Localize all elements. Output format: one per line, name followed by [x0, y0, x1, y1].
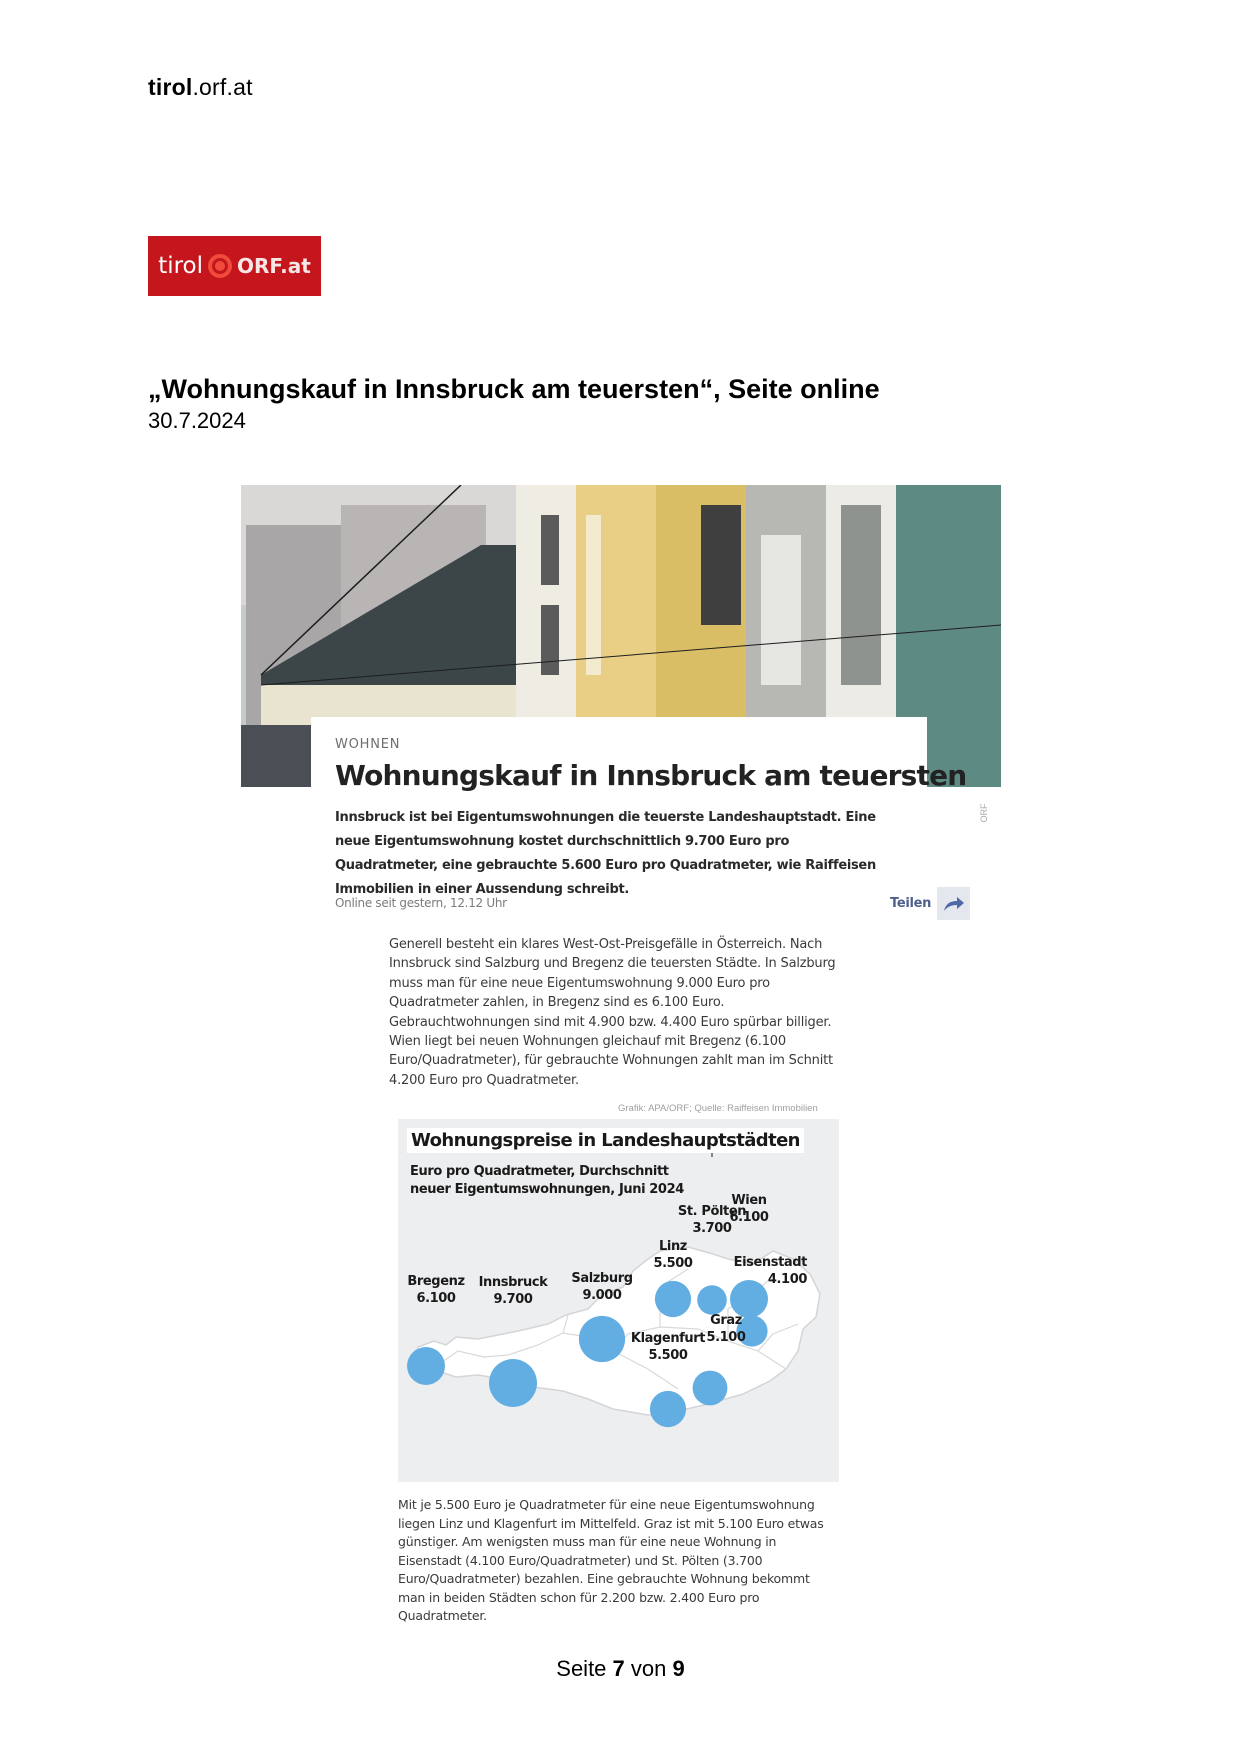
city-name-innsbruck: Innsbruck [478, 1275, 548, 1290]
share-arrow-icon [943, 896, 965, 912]
site-name-rest: .orf.at [192, 74, 253, 100]
article-headline: Wohnungskauf in Innsbruck am teuersten [335, 759, 967, 792]
share-control[interactable] [890, 887, 970, 920]
city-value-graz: 5.100 [706, 1330, 746, 1345]
bubble-klagenfurt [650, 1391, 686, 1427]
city-name-salzburg: Salzburg [571, 1271, 633, 1286]
bubble-graz [693, 1371, 728, 1406]
document-title: „Wohnungskauf in Innsbruck am teuersten“, Seite online [148, 374, 880, 404]
tirol-orf-logo [148, 236, 321, 296]
city-value-innsbruck: 9.700 [493, 1292, 533, 1307]
city-name-st-p-lten: St. Pölten [677, 1204, 747, 1219]
article-body-paragraph-2: Mit je 5.500 Euro je Quadratmeter für eine neue Eigentumswohnung liegen Linz und Klagenfurt im Mittelfeld. Graz ist mit 5.100 Euro etwas günstiger. Am wenigsten muss man für eine neue Wohnung in Eisenstadt (4.100 Euro/Quadratmeter) und St. Pölten (3.700 Euro/Quadratmeter) bezahlen. Eine gebrauchte Wohnung bekommt man in beiden Städten schon für 2.200 bzw. 2.400 Euro pro Quadratmeter. [398, 1497, 824, 1623]
share-label[interactable]: Teilen [890, 896, 932, 911]
city-name-eisenstadt: Eisenstadt [733, 1255, 807, 1270]
map-subtitle: Euro pro Quadratmeter, Durchschnitt neuer Eigentumswohnungen, Juni 2024 [410, 1164, 684, 1197]
page-footer [0, 1656, 1241, 1682]
footer-prefix: Seite [556, 1656, 613, 1681]
article-lead: Innsbruck ist bei Eigentumswohnungen die teuerste Landeshauptstadt. Eine neue Eigentumswohnung kostet durchschnittlich 9.700 Euro pro Quadratmeter, eine gebrauchte 5.600 Euro pro Quadratmeter, wie Raiffeisen Immobilien in einer Aussendung schreibt. [335, 810, 876, 897]
footer-page-total: 9 [672, 1656, 685, 1681]
site-header [148, 74, 253, 101]
bubble-bregenz [407, 1347, 445, 1385]
city-value-wien: 6.100 [729, 1210, 769, 1225]
article-body-paragraph-1: Generell besteht ein klares West-Ost-Preisgefälle in Österreich. Nach Innsbruck sind Salzburg und Bregenz die teuersten Städte. In Salzburg muss man für eine neue Eigentumswohnung 9.000 Euro pro Quadratmeter zahlen, in Bregenz sind es 6.100 Euro. Gebrauchtwohnungen sind mit 4.900 bzw. 4.400 Euro spürbar billiger. Wien liegt bei neuen Wohnungen gleichauf mit Bregenz (6.100 Euro/Quadratmeter), für gebrauchte Wohnungen zahlt man im Schnitt 4.200 Euro pro Quadratmeter. [389, 937, 836, 1088]
logo-text-left: tirol [158, 253, 204, 279]
city-name-linz: Linz [659, 1239, 687, 1254]
city-value-st-p-lten: 3.700 [692, 1221, 732, 1236]
site-name-bold: tirol [148, 74, 193, 100]
logo-text-right: ORF.at [237, 254, 311, 278]
city-name-bregenz: Bregenz [407, 1274, 465, 1289]
city-value-eisenstadt: 4.100 [767, 1272, 807, 1287]
city-name-klagenfurt: Klagenfurt [630, 1331, 706, 1346]
article-timestamp: Online seit gestern, 12.12 Uhr [335, 896, 507, 910]
map-title: Wohnungspreise in Landeshauptstädten [407, 1128, 804, 1153]
bubble-linz [655, 1281, 691, 1317]
bubble-salzburg [579, 1316, 625, 1362]
share-button[interactable] [937, 887, 970, 920]
city-name-graz: Graz [710, 1313, 742, 1328]
bubble-st-p-lten [697, 1285, 727, 1315]
city-value-bregenz: 6.100 [416, 1291, 456, 1306]
document-date: 30.7.2024 [148, 408, 246, 433]
city-name-wien: Wien [731, 1193, 767, 1208]
graphic-credit: Grafik: APA/ORF; Quelle: Raiffeisen Immobilien [618, 1103, 818, 1114]
photo-credit: ORF [979, 803, 989, 823]
footer-middle: von [624, 1656, 673, 1681]
city-value-salzburg: 9.000 [582, 1288, 622, 1303]
city-value-klagenfurt: 5.500 [648, 1348, 688, 1363]
article-kicker: WOHNEN [335, 737, 401, 752]
bubble-innsbruck [489, 1359, 537, 1407]
city-value-linz: 5.500 [653, 1256, 693, 1271]
orf-ring-icon [207, 253, 233, 279]
footer-page-number: 7 [612, 1656, 625, 1681]
